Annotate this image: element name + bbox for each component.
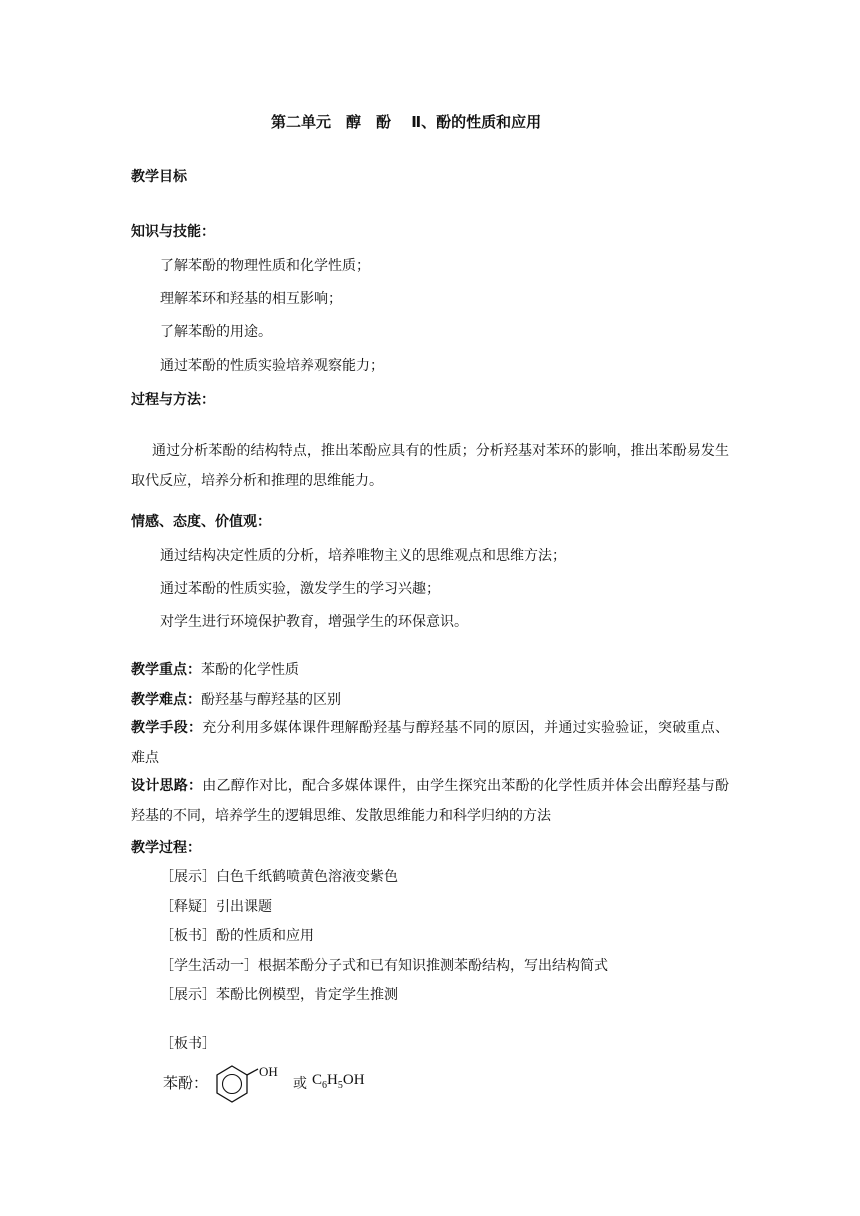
hydroxyl-label: OH (259, 1064, 278, 1079)
board-label: ［板书］ (160, 1036, 216, 1052)
means-paragraph (131, 713, 729, 773)
process-methods-paragraph: 通过分析苯酚的结构特点，推出苯酚应具有的性质；分析羟基对苯环的影响，推出苯酚易发生取代反应，培养分析和推理的思维能力。 (131, 443, 729, 489)
design-paragraph (131, 771, 729, 831)
page-title: 第二单元 醇 酚 Ⅱ、酚的性质和应用 (271, 113, 542, 131)
key-point-row (131, 659, 299, 679)
process-item: ［板书］酚的性质和应用 (160, 928, 314, 944)
process-item: ［展示］白色千纸鹤喷黄色溶液变紫色 (160, 869, 398, 885)
means-label: 教学手段： (131, 720, 203, 736)
key-point-text: 苯酚的化学性质 (201, 662, 299, 678)
means-text: 充分利用多媒体课件理解酚羟基与醇羟基不同的原因，并通过实验验证，突破重点、难点 (131, 720, 730, 766)
knowledge-item: 通过苯酚的性质实验培养观察能力； (160, 358, 384, 374)
difficulty-row (131, 689, 341, 709)
knowledge-item: 了解苯酚的用途。 (160, 324, 272, 340)
teaching-goals-heading: 教学目标 (131, 169, 187, 185)
process-item: ［学生活动一］根据苯酚分子式和已有知识推测苯酚结构，写出结构简式 (160, 958, 608, 974)
difficulty-text: 酚羟基与醇羟基的区别 (201, 692, 341, 708)
emotion-heading: 情感、态度、价值观： (131, 514, 271, 530)
process-methods-heading: 过程与方法： (131, 392, 215, 408)
emotion-item: 对学生进行环境保护教育，增强学生的环保意识。 (160, 614, 468, 630)
knowledge-item: 了解苯酚的物理性质和化学性质； (160, 258, 370, 274)
emotion-item: 通过结构决定性质的分析，培养唯物主义的思维观点和思维方法； (160, 548, 566, 564)
design-text: 由乙醇作对比，配合多媒体课件，由学生探究出苯酚的化学性质并体会出醇羟基与酚羟基的不同，培养学生的逻辑思维、发散思维能力和科学归纳的方法 (131, 778, 730, 824)
process-heading: 教学过程： (131, 840, 201, 856)
process-item: ［展示］苯酚比例模型，肯定学生推测 (160, 987, 398, 1003)
phenol-label: 苯酚： (163, 1074, 209, 1092)
design-label: 设计思路： (131, 778, 203, 794)
process-item: ［释疑］引出课题 (160, 899, 272, 915)
knowledge-item: 理解苯环和羟基的相互影响； (160, 291, 342, 307)
key-point-label: 教学重点： (131, 662, 201, 678)
knowledge-skills-heading: 知识与技能： (131, 224, 215, 240)
emotion-item: 通过苯酚的性质实验，激发学生的学习兴趣； (160, 581, 440, 597)
phenol-formula: $C_6H_5OH$ (312, 1072, 365, 1091)
or-text: 或 (293, 1076, 307, 1092)
difficulty-label: 教学难点： (131, 692, 201, 708)
